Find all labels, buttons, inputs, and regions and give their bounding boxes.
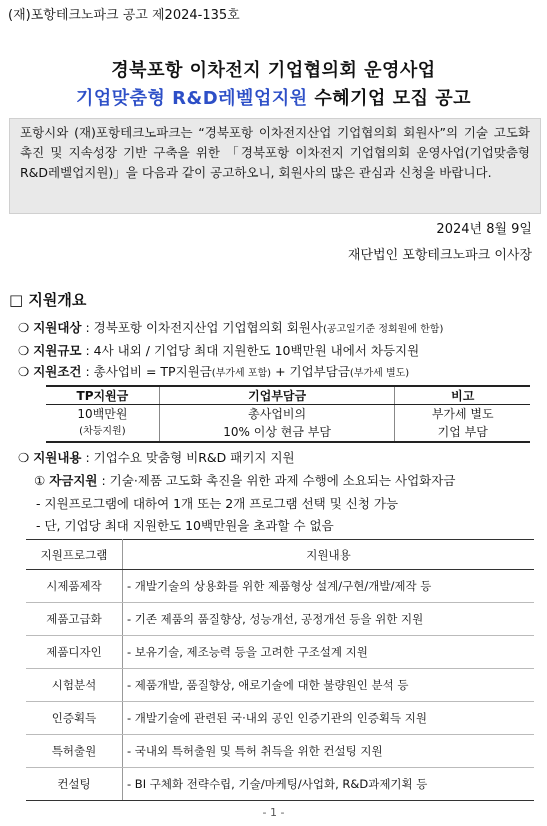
page-number: - 1 - xyxy=(262,806,285,819)
bullet-value: : 기업수요 맞춤형 비R&D 패키지 지원 xyxy=(81,450,295,465)
title-highlight: 기업맞춤형 R&D레벨업지원 xyxy=(75,88,308,109)
table-row xyxy=(26,636,534,669)
bullet-marker: ❍ xyxy=(18,364,30,379)
bullet-condition xyxy=(18,362,409,380)
subsection-heading xyxy=(34,471,455,489)
cell-line: (차등지원) xyxy=(79,426,126,437)
program-desc: - 보유기술, 제조능력 등을 고려한 구조설계 지원 xyxy=(123,636,535,669)
cell-line: 총사업비의 xyxy=(248,407,307,421)
subsection-line-1: - 지원프로그램에 대하여 1개 또는 2개 프로그램 선택 및 신청 가능 xyxy=(36,496,399,511)
table-header-row xyxy=(46,386,530,405)
bullet-value: : 총사업비 = TP지원금 xyxy=(81,364,212,379)
bullet-label: 지원조건 xyxy=(33,364,82,379)
table-cell xyxy=(395,405,530,443)
program-name: 제품디자인 xyxy=(26,636,123,669)
table-header: TP지원금 xyxy=(46,386,159,405)
condition-table xyxy=(46,385,530,443)
program-name: 시제품제작 xyxy=(26,570,123,603)
subsection-number: ① xyxy=(34,473,46,488)
bullet-marker: ❍ xyxy=(18,320,30,335)
table-row xyxy=(26,570,534,603)
program-table xyxy=(26,539,534,801)
bullet-label: 지원규모 xyxy=(33,343,82,358)
signer: 재단법인 포항테크노파크 이사장 xyxy=(347,248,532,263)
bullet-note: (부가세 별도) xyxy=(349,368,410,379)
bullet-scale xyxy=(18,341,419,359)
table-row xyxy=(26,603,534,636)
notice-number: (재)포항테크노파크 공고 제2024-135호 xyxy=(8,8,240,23)
table-row xyxy=(46,405,530,443)
table-header: 비고 xyxy=(395,386,530,405)
cell-line: 부가세 별도 xyxy=(431,407,494,421)
program-name: 인증획득 xyxy=(26,702,123,735)
cell-line: 기업 부담 xyxy=(437,425,488,439)
program-desc: - 기존 제품의 품질향상, 성능개선, 공정개선 등을 위한 지원 xyxy=(123,603,535,636)
section-title: □ 지원개요 xyxy=(9,291,87,309)
cell-line: 10백만원 xyxy=(77,407,128,421)
program-desc: - 국내외 특허출원 및 특허 취득을 위한 컨설팅 지원 xyxy=(123,735,535,768)
bullet-note: (공고일기준 정회원에 한함) xyxy=(322,324,444,335)
subsection-label: 자금지원 xyxy=(49,473,98,488)
bullet-label: 지원대상 xyxy=(33,320,82,335)
bullet-value: : 4사 내외 / 기업당 최대 지원한도 10백만원 내에서 차등지원 xyxy=(81,343,420,358)
program-desc: - BI 구체화 전략수립, 기술/마케팅/사업화, R&D과제기획 등 xyxy=(123,768,535,801)
program-name: 특허출원 xyxy=(26,735,123,768)
table-cell xyxy=(46,405,159,443)
cell-line: 10% 이상 현금 부담 xyxy=(223,425,331,439)
title-line-1: 경북포항 이차전지 기업협의회 운영사업 xyxy=(111,60,436,81)
bullet-content xyxy=(18,448,295,466)
notice-date: 2024년 8월 9일 xyxy=(436,222,532,237)
table-header: 지원프로그램 xyxy=(26,540,123,570)
table-row xyxy=(26,669,534,702)
table-row xyxy=(26,702,534,735)
program-name: 제품고급화 xyxy=(26,603,123,636)
table-header: 지원내용 xyxy=(123,540,535,570)
table-header: 기업부담금 xyxy=(159,386,395,405)
title-rest: 수혜기업 모집 공고 xyxy=(307,88,472,109)
program-desc: - 개발기술에 관련된 국·내외 공인 인증기관의 인증획득 지원 xyxy=(123,702,535,735)
table-header-row xyxy=(26,540,534,570)
program-name: 컨설팅 xyxy=(26,768,123,801)
title-line-2 xyxy=(0,84,547,110)
bullet-value: + 기업부담금 xyxy=(271,364,350,379)
table-row xyxy=(26,768,534,801)
table-row xyxy=(26,735,534,768)
table-cell xyxy=(159,405,395,443)
bullet-target xyxy=(18,318,443,336)
bullet-marker: ❍ xyxy=(18,343,30,358)
bullet-label: 지원내용 xyxy=(33,450,82,465)
bullet-note: (부가세 포함) xyxy=(211,368,272,379)
bullet-marker: ❍ xyxy=(18,450,30,465)
program-name: 시험분석 xyxy=(26,669,123,702)
subsection-line-2: - 단, 기업당 최대 지원한도 10백만원을 초과할 수 없음 xyxy=(36,518,334,533)
program-desc: - 개발기술의 상용화를 위한 제품형상 설계/구현/개발/제작 등 xyxy=(123,570,535,603)
subsection-desc: : 기술·제품 고도화 촉진을 위한 과제 수행에 소요되는 사업화자금 xyxy=(97,473,456,488)
program-desc: - 제품개발, 품질향상, 애로기술에 대한 불량원인 분석 등 xyxy=(123,669,535,702)
intro-text: 포항시와 (재)포항테크노파크는 “경북포항 이차전지산업 기업협의회 회원사”의 기술 고도화 촉진 및 지속성장 기반 구축을 위한 「경북포항 이차전지 기업협의회 운영사업(기업맞춤형 R&D레벨업지원)」을 다음과 같이 공고하오니, 회원사의 많은 관심과 신청을 바랍니다. xyxy=(9,118,541,214)
bullet-value: : 경북포항 이차전지산업 기업협의회 회원사 xyxy=(81,320,323,335)
